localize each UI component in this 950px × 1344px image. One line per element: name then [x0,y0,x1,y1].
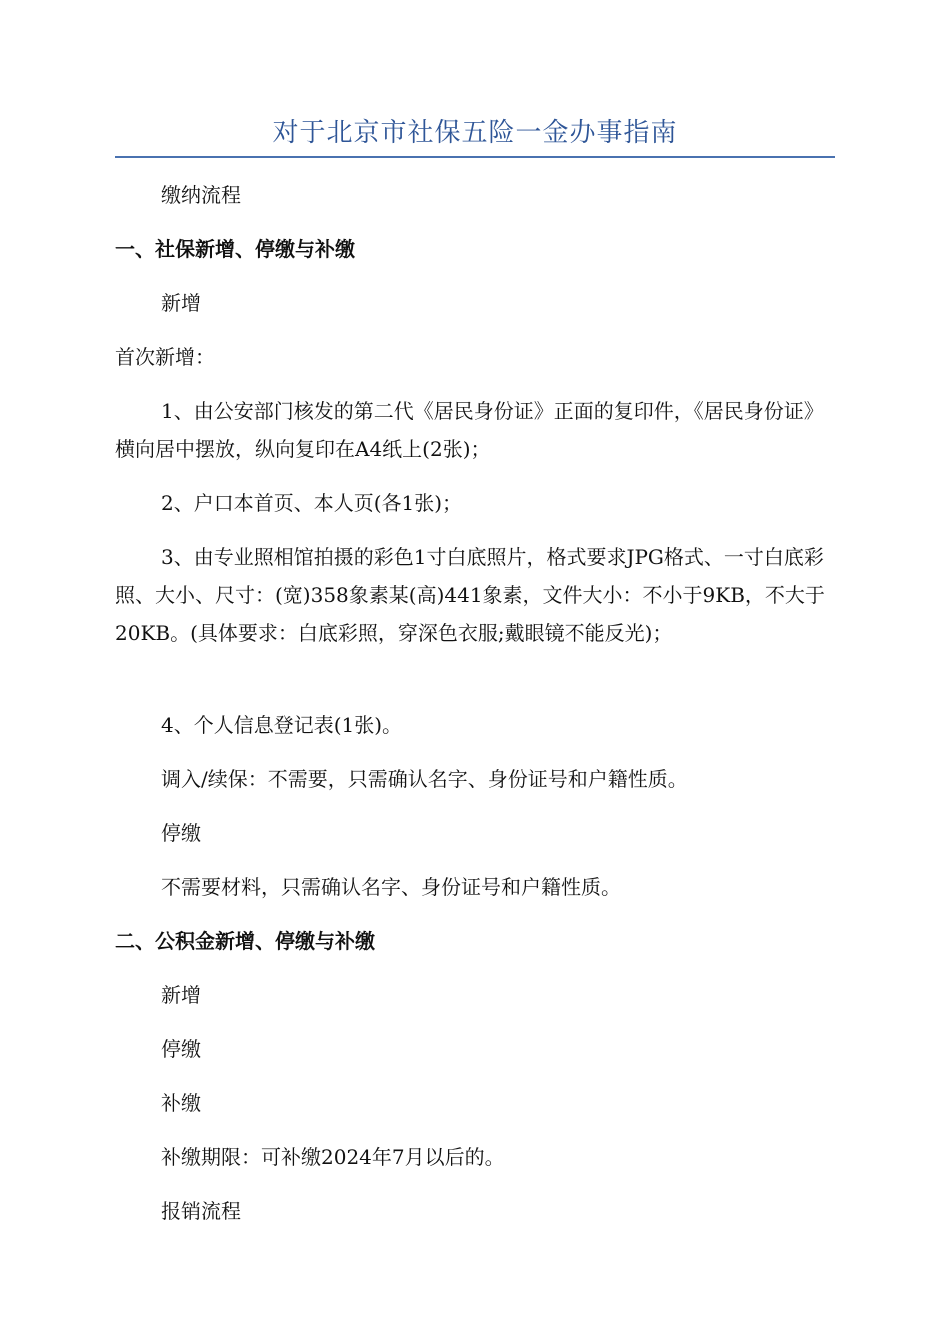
paragraph-fund-new: 新增 [161,983,201,1007]
paragraph-item-4: 4、个人信息登记表(1张)。 [161,713,403,737]
title-container [115,110,835,158]
paragraph-reimbursement: 报销流程 [161,1199,241,1223]
paragraph-new-add: 新增 [161,291,201,315]
paragraph-fund-stop: 停缴 [161,1037,201,1061]
heading-housing-fund: 二、公积金新增、停缴与补缴 [115,929,375,953]
paragraph-item-3: 3、由专业照相馆拍摄的彩色1寸白底照片，格式要求JPG格式、一寸白底彩照、大小、尺寸：(宽)358象素某(高)441象素，文件大小：不小于9KB，不大于20KB。(具体要求：白底彩照，穿深色衣服;戴眼镜不能反光)； [115,545,825,645]
paragraph-item-1: 1、由公安部门核发的第二代《居民身份证》正面的复印件，《居民身份证》横向居中摆放，纵向复印在A4纸上(2张)； [115,399,824,461]
paragraph-item-2: 2、户口本首页、本人页(各1张)； [161,491,463,515]
paragraph-first-add: 首次新增： [115,345,215,369]
paragraph-transfer: 调入/续保：不需要，只需确认名字、身份证号和户籍性质。 [161,767,688,791]
paragraph-stop: 停缴 [161,821,201,845]
paragraph-payment-process: 缴纳流程 [161,183,241,207]
paragraph-fund-backpay: 补缴 [161,1091,201,1115]
document-title: 对于北京市社保五险一金办事指南 [272,118,678,148]
paragraph-stop-detail: 不需要材料，只需确认名字、身份证号和户籍性质。 [161,875,621,899]
paragraph-backpay-period: 补缴期限：可补缴2024年7月以后的。 [161,1145,505,1169]
heading-social-security: 一、社保新增、停缴与补缴 [115,237,355,261]
